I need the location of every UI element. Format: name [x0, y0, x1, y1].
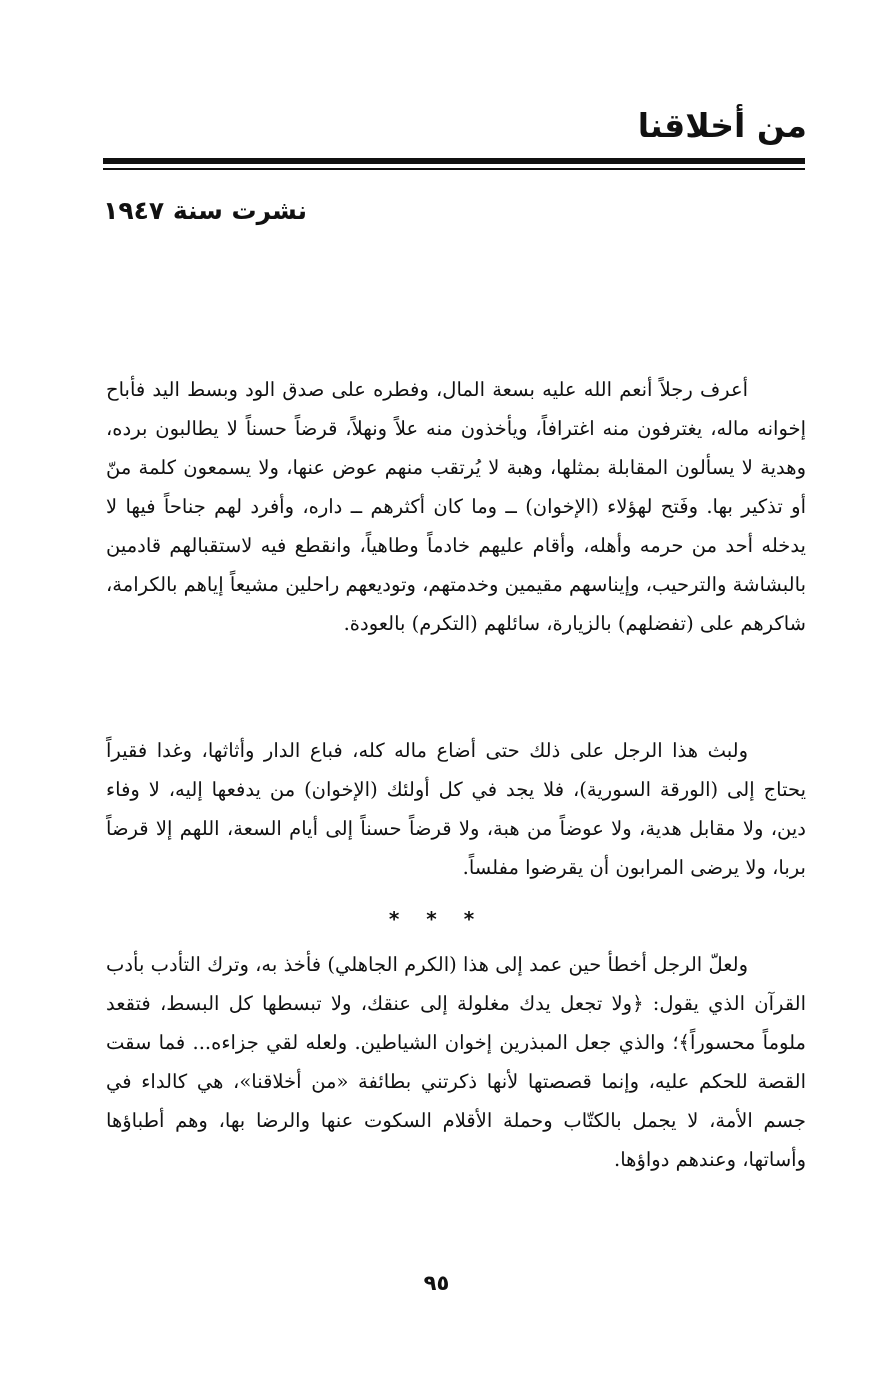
publication-note: نشرت سنة ١٩٤٧ [103, 196, 307, 225]
paragraph-3-block [106, 945, 806, 1179]
paragraph-2-block [106, 731, 806, 887]
title-rule-thin [103, 168, 805, 170]
section-divider: * * * [388, 907, 485, 931]
chapter-title: من أخلاقنا [637, 106, 807, 145]
title-rule-thick [103, 158, 805, 164]
paragraph: ولبث هذا الرجل على ذلك حتى أضاع ماله كله، فباع الدار وأثاثها، وغدا فقيراً يحتاج إلى (الورقة السورية)، فلا يجد في كل أولئك (الإخوان) من يدفعها إليه، لا وفاء دين، ولا مقابل هدية، ولا عوضاً من هبة، ولا قرضاً حسناً إلى أيام السعة، اللهم إلا قرضاً بربا، ولا يرضى المرابون أن يقرضوا مفلساً. [106, 739, 806, 879]
page-number: ٩٥ [423, 1271, 450, 1295]
paragraph-1-block [106, 370, 806, 643]
paragraph: أعرف رجلاً أنعم الله عليه بسعة المال، وفطره على صدق الود وبسط اليد فأباح إخوانه ماله، يغترفون منه اغترافاً، ويأخذون منه علاً ونهلاً، قرضاً حسناً لا يطالبون برده، وهدية لا يسألون المقابلة بمثلها، وهبة لا يُرتقب منهم عوض عنها، ولا يسمعون كلمة منّ أو تذكير بها. وفَتح لهؤلاء (الإخوان) ــ وما كان أكثرهم ــ داره، وأفرد لهم جناحاً فيها لا يدخله أحد من حرمه وأهله، وأقام عليهم خادماً وطاهياً، وانقطع فيه لاستقبالهم قادمين بالبشاشة والترحيب، وإيناسهم مقيمين وخدمتهم، وتوديعهم راحلين مشيعاً إياهم بالكرامة، شاكرهم على (تفضلهم) بالزيارة، سائلهم (التكرم) بالعودة. [106, 378, 806, 635]
paragraph: ولعلّ الرجل أخطأ حين عمد إلى هذا (الكرم الجاهلي) فأخذ به، وترك التأدب بأدب القرآن الذي يقول: ﴿ولا تجعل يدك مغلولة إلى عنقك، ولا تبسطها كل البسط، فتقعد ملوماً محسوراً﴾؛ والذي جعل المبذرين إخوان الشياطين. ولعله لقي جزاءه... فما سقت القصة للحكم عليه، وإنما قصصتها لأنها ذكرتني بطائفة «من أخلاقنا»، هي كالداء في جسم الأمة، لا يجمل بالكتّاب وحملة الأقلام السكوت عنها والرضا بها، وهم أطباؤها وأساتها، وعندهم دواؤها. [106, 953, 806, 1171]
